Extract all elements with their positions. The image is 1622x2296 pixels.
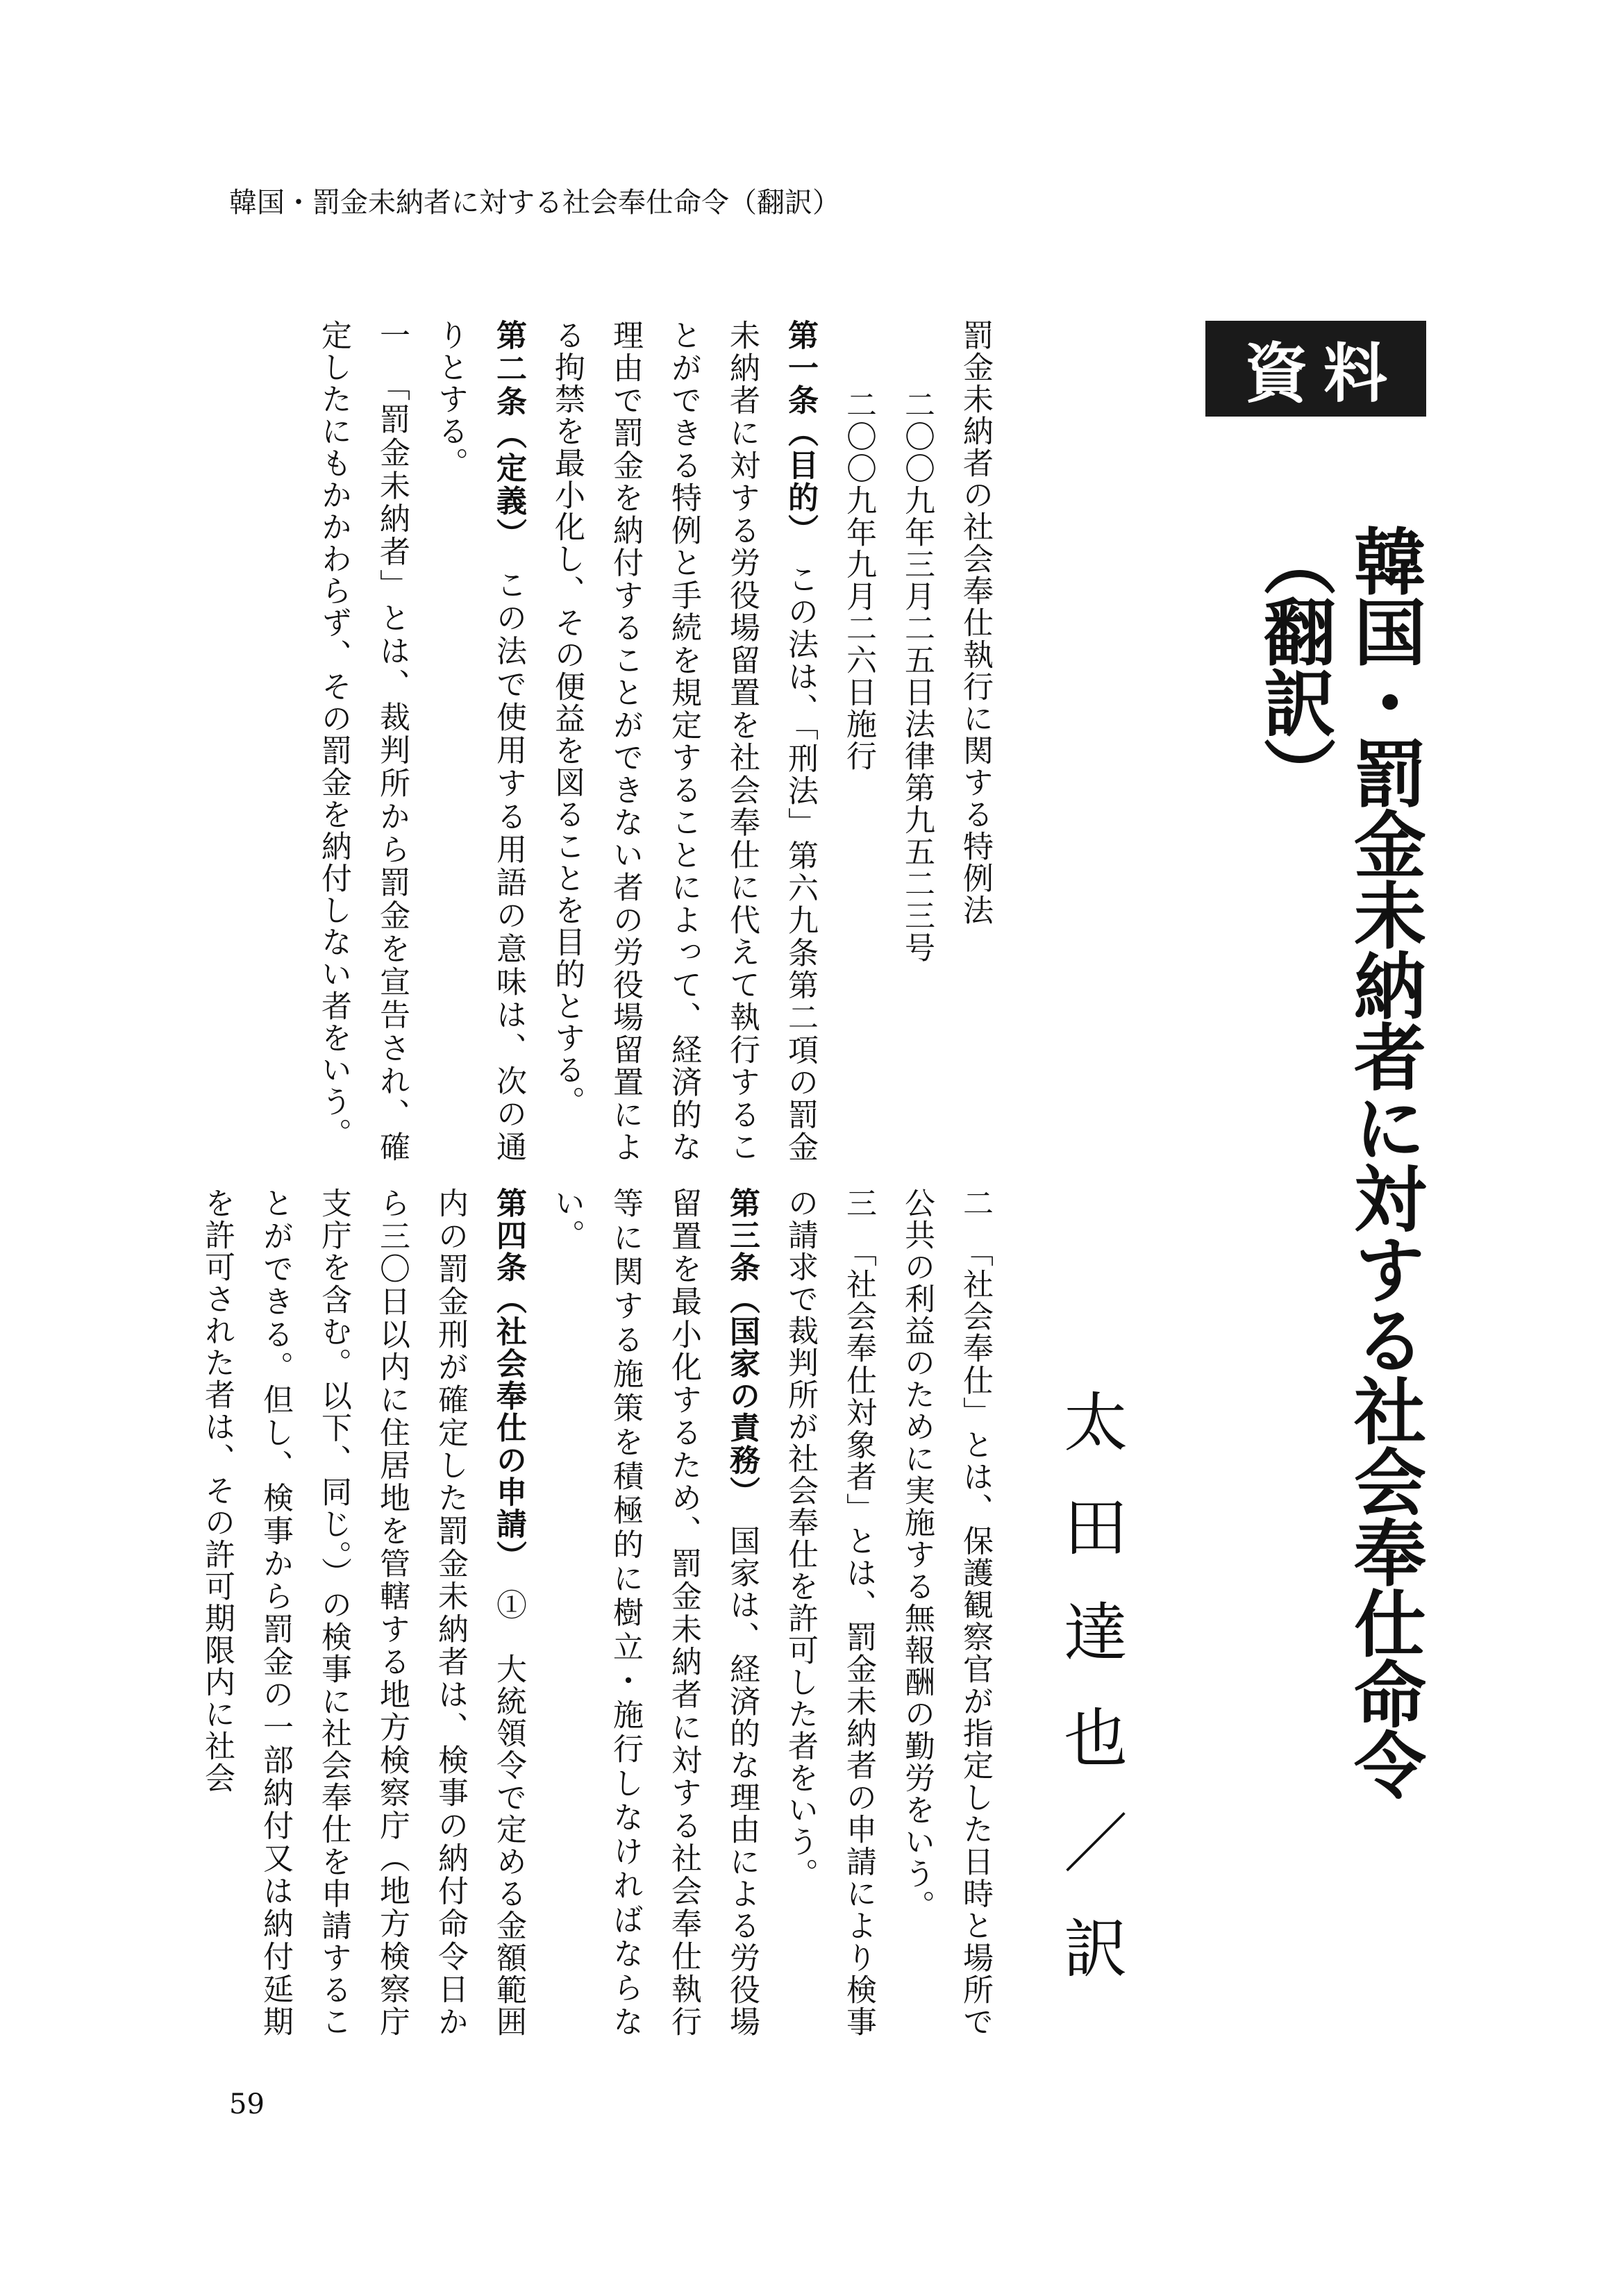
article-1-body: この法は、「刑法」第六九条第二項の罰金未納者に対する労役場留置を社会奉仕に代えて執行することができる特例と手続を規定することによって、経済的な理由で罰金を納付することができない者の労役場留置による拘禁を最小化し、その便益を図ることを目的とする。: [549, 319, 818, 1164]
article-3-heading: 第三条（国家の責務）: [724, 1187, 760, 1493]
article-4: [187, 1187, 537, 2038]
article-3: [537, 1187, 771, 2038]
article-2-body: この法で使用する用語の意味は、次の通りとする。: [433, 319, 526, 1164]
running-header: 韓国・罰金未納者に対する社会奉仕命令（翻訳）: [229, 187, 840, 219]
law-name: 罰金未納者の社会奉仕執行に関する特例法: [958, 319, 993, 926]
article-4-heading: 第四条（社会奉仕の申請）: [491, 1187, 526, 1557]
article-2-heading: 第二条（定義）: [491, 319, 526, 536]
article-4-body: ① 大統領令で定める金額範囲内の罰金刑が確定した罰金未納者は、検事の納付命令日から三〇日以内に住居地を管轄する地方検察庁（地方検察庁支庁を含む。以下、同じ。）の検事に社会奉仕を申請することができる。但し、検事から罰金の一部納付又は納付延期を許可された者は、その許可期限内に社会: [199, 1187, 526, 2038]
lower-text-block: [171, 1187, 1004, 2038]
article-1: [537, 319, 829, 1163]
article-1-heading: 第一条（目的）: [783, 319, 818, 531]
article-2-item-1: 一 「罰金未納者」とは、裁判所から罰金を宣告され、確定したにもかかわらず、その罰金を納付しない者をいう。: [316, 319, 410, 1164]
article-3-body: 国家は、経済的な理由による労役場留置を最小化するため、罰金未納者に対する社会奉仕執行等に関する施策を積極的に樹立・施行しなければならない。: [549, 1187, 760, 2038]
section-badge: 資料: [1205, 321, 1426, 417]
author-credit: 太田達也／訳: [1053, 1389, 1128, 1979]
law-enacted-date: 二〇〇九年三月二五日法律第九五二三号: [899, 389, 935, 964]
law-effective-date: 二〇〇九年九月二六日施行: [841, 389, 876, 772]
article-title: 韓国・罰金未納者に対する社会奉仕命令（翻訳）: [1251, 524, 1426, 1799]
upper-text-block: [171, 319, 1004, 1163]
page-number: 59: [229, 2088, 265, 2120]
article-2: [421, 319, 537, 1163]
article-2-item-3: 三 「社会奉仕対象者」とは、罰金未納者の申請により検事の請求で裁判所が社会奉仕を許可した者をいう。: [783, 1187, 876, 2038]
article-2-item-2: 二 「社会奉仕」とは、保護観察官が指定した日時と場所で公共の利益のために実施する無報酬の勤労をいう。: [899, 1187, 993, 2038]
